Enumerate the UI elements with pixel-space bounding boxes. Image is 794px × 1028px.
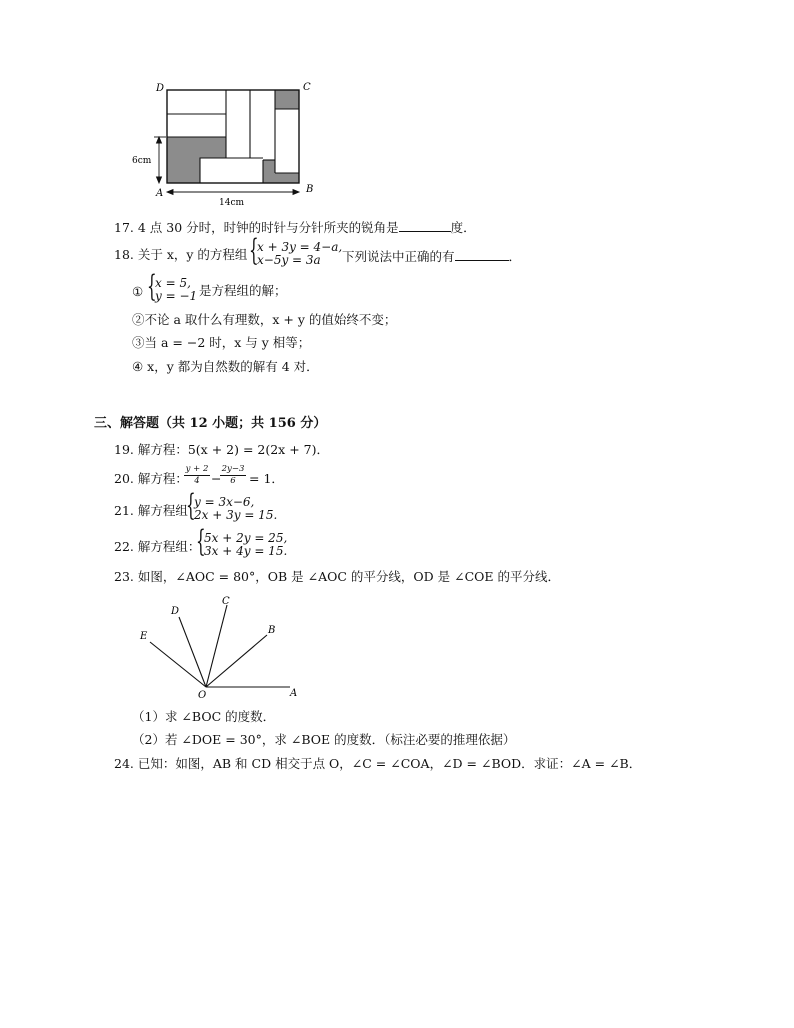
q18-tail: ． <box>508 249 522 264</box>
q21-eq2: 2x + 3y = 15. <box>194 508 278 522</box>
angle-label-B: B <box>268 625 276 636</box>
label-B: B <box>306 184 314 195</box>
q20-minus: − <box>211 471 222 486</box>
q17-text: 17. 4 点 30 分时，时钟的时针与分针所夹的锐角是 <box>114 220 399 235</box>
q18-opt3: ③当 a = −2 时，x 与 y 相等； <box>132 335 311 350</box>
q18-eq2: x−5y = 3a <box>257 253 321 267</box>
q22-eq1: 5x + 2y = 25, <box>204 531 288 545</box>
q20-f2-den: 6 <box>230 475 236 486</box>
q18-prefix: 18. 关于 x，y 的方程组 <box>114 247 248 262</box>
angle-figure <box>130 590 320 705</box>
q20-prefix: 20. 解方程： <box>114 471 188 486</box>
width-label: 14cm <box>219 198 245 206</box>
q18-eq1: x + 3y = 4−a, <box>257 240 343 254</box>
q23-part1: （1）求 ∠BOC 的度数． <box>132 709 276 724</box>
angle-label-D: D <box>171 606 180 617</box>
q24: 24. 已知：如图，AB 和 CD 相交于点 O，∠C = ∠COA，∠D = ∠BOD．求证：∠A = ∠B． <box>114 756 642 771</box>
angle-label-A: A <box>290 688 298 699</box>
q18-opt2: ②不论 a 取什么有理数，x + y 的值始终不变； <box>132 312 397 327</box>
q18-answer-blank[interactable] <box>455 249 509 261</box>
q20-rhs: = 1． <box>249 471 284 486</box>
q18-suffix-line <box>342 249 521 264</box>
rectangle-figure <box>130 76 330 206</box>
q18-opt1-eq2: y = −1 <box>155 289 198 303</box>
q18-opt4: ④ x，y 都为自然数的解有 4 对． <box>132 359 319 374</box>
label-C: C <box>303 82 311 93</box>
ray-OB <box>206 635 267 687</box>
q17-tail: 度． <box>450 220 476 235</box>
q17-answer-blank[interactable] <box>399 220 451 232</box>
q21-prefix: 21. 解方程组 <box>114 503 188 518</box>
q23: 23. 如图，∠AOC = 80°，OB 是 ∠AOC 的平分线，OD 是 ∠COE 的平分线． <box>114 569 561 584</box>
shaded-piece-bottom-right <box>263 160 299 183</box>
height-label: 6cm <box>132 156 152 166</box>
ray-OC <box>206 605 227 687</box>
angle-label-C: C <box>222 596 230 607</box>
q20-f2-num: 2y−3 <box>221 464 245 474</box>
shaded-piece-left <box>167 137 226 183</box>
label-A: A <box>156 188 164 199</box>
q23-part2: （2）若 ∠DOE = 30°，求 ∠BOE 的度数．（标注必要的推理依据） <box>132 732 516 747</box>
q18-opt1-mark: ① <box>132 284 144 299</box>
q20-fraction-2 <box>220 465 246 485</box>
q20-f1-num: y + 2 <box>185 464 209 474</box>
q22-prefix: 22. 解方程组： <box>114 539 201 554</box>
q18-opt1-eq1: x = 5, <box>155 276 191 290</box>
question-17 <box>114 220 476 235</box>
shaded-piece-top-right <box>275 90 299 109</box>
angle-label-O: O <box>198 690 207 701</box>
q19: 19. 解方程：5(x + 2) = 2(2x + 7)． <box>114 442 329 457</box>
q18-suffix: 下列说法中正确的有 <box>342 249 455 264</box>
angle-label-E: E <box>140 631 148 642</box>
section-3-title: 三、解答题（共 12 小题；共 156 分） <box>94 416 327 431</box>
q20-f1-den: 4 <box>194 475 200 486</box>
q21-eq1: y = 3x−6, <box>194 495 255 509</box>
q18-opt1-text: 是方程组的解； <box>199 283 287 298</box>
label-D: D <box>156 83 165 94</box>
q20-fraction-1 <box>184 465 210 485</box>
q22-eq2: 3x + 4y = 15. <box>204 544 288 558</box>
